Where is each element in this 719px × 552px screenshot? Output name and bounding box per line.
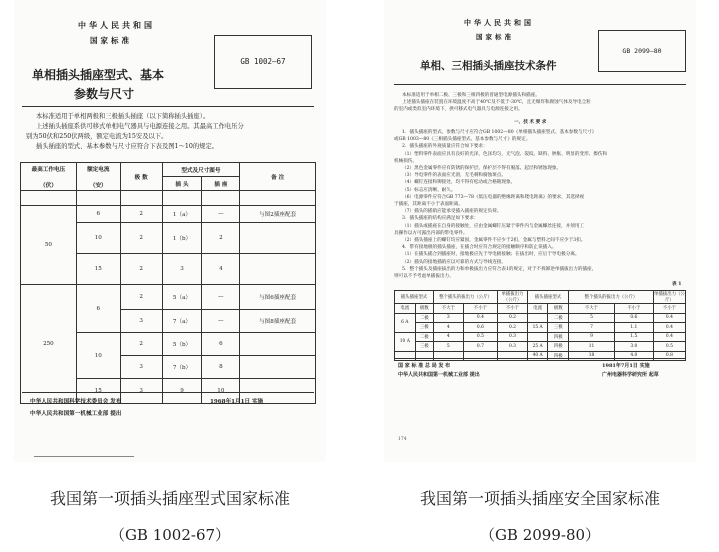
socket-cell: 8 [202, 356, 240, 379]
socket-cell: 6 [202, 333, 240, 356]
poles-cell: 2 [120, 223, 162, 254]
note-cell [240, 356, 316, 379]
plug-cell: 5（b） [162, 333, 202, 356]
table-cell [202, 191, 240, 206]
clause-line: 具操作以方可露出内部的带电零件。 [394, 230, 468, 236]
table-row [395, 342, 686, 352]
plug-cell: 9 [162, 379, 202, 404]
note-header: 备 注 [240, 163, 316, 191]
right-footer-drafter: 广州电器科学研究所 起草 [602, 372, 659, 378]
rt-not-less-single-header: 不小于 [653, 304, 685, 314]
note-cell: 与图6插座配套 [240, 285, 316, 310]
left-footer-proposer: 中华人民共和国第一机械工业部 提出 [30, 411, 122, 417]
clause-line: （2）黑色金属零件应有防锈的保护层，保护层不得有脱落、起层和锈蚀现象。 [402, 166, 562, 172]
left-standard-page [14, 0, 326, 462]
current-cell: 10 [76, 223, 120, 254]
voltage-cell: 50 [21, 206, 77, 285]
table-cell: 二极 [415, 332, 433, 342]
rt-type-header: 插头插座型式 [395, 291, 434, 304]
poles-cell: 2 [120, 254, 162, 285]
rt-not-less-header: 不小于 [463, 304, 497, 314]
socket-cell: 2 [202, 223, 240, 254]
left-footer-issuer: 中华人民共和国科学技术委员会 发布 [30, 399, 122, 405]
left-caption: 我国第一项插头插座型式国家标准 [49, 489, 290, 508]
table-cell [240, 191, 316, 206]
table-cell: 0.5 [653, 342, 685, 352]
table-cell [433, 351, 463, 361]
spacer [21, 191, 77, 206]
table-cell: 10 A [395, 332, 416, 351]
table-cell: 11 [569, 342, 615, 352]
table-cell: 二极 [548, 313, 569, 323]
table-cell: 4.0 [614, 351, 653, 361]
table-cell: 四极 [548, 351, 569, 361]
current-cell: 6 [76, 285, 120, 333]
poles-cell: 3 [120, 379, 162, 404]
socket-cell: — [202, 206, 240, 223]
table-cell: 15 A [527, 323, 548, 333]
right-force-table [394, 290, 686, 361]
note-cell [240, 254, 316, 285]
table-row [395, 351, 686, 361]
table-row [395, 332, 686, 342]
table-cell: 0.2 [498, 313, 528, 323]
right-clauses [394, 129, 607, 280]
table-cell: 二极 [415, 313, 433, 323]
table-cell: 0.4 [653, 323, 685, 333]
plug-cell: 7（b） [162, 356, 202, 379]
table-cell: 0.2 [498, 323, 528, 333]
clause-line: 或GB 1003—80《三相插头插座型式、基本参数与尺寸》的规定。 [394, 137, 531, 143]
left-page-edge [34, 456, 134, 457]
table-cell [463, 351, 497, 361]
plug-header: 插 头 [162, 177, 202, 191]
left-intro-line: 上述插头插座系供可移式单相电气器具与电源连接之用。其最高工作电压分 [36, 123, 244, 130]
table-cell: 三极 [415, 323, 433, 333]
rt-poles-header: 极数 [548, 304, 569, 314]
right-standard-page [384, 0, 696, 462]
table-cell: 三极 [548, 323, 569, 333]
table-cell [76, 191, 120, 206]
table-cell: 0.4 [463, 313, 497, 323]
plug-cell: 1（b） [162, 223, 202, 254]
clause-line: （3）导电零件的表面应光滑，无毛刺和腐蚀斑点。 [402, 173, 506, 179]
table-cell: 0.3 [498, 332, 528, 342]
note-cell: 与图2插座配套 [240, 206, 316, 223]
table-cell: 0.3 [498, 342, 528, 352]
right-title: 单相、三相插头插座技术条件 [420, 60, 557, 72]
table-cell: 0.6 [463, 323, 497, 333]
table-cell: 3 [433, 313, 463, 323]
left-title-line2: 参数与尺寸 [74, 87, 135, 101]
voltage-header: 最高工作电压 （伏） [21, 163, 77, 191]
table-cell [162, 191, 202, 206]
poles-header: 极 数 [120, 163, 162, 191]
rt-total-force-header: 整个插头的拔出力（公斤） [433, 291, 497, 304]
table-cell: 5 [433, 342, 463, 352]
clause-line: 5．整个插头及插座拔出的力和单极拔出力应符合表1的规定，对于不拆卸逆单插拔出力的插座， [402, 266, 597, 272]
right-footer-rule [394, 358, 686, 359]
table-cell [395, 351, 416, 361]
left-header-line2: 国家标准 [90, 36, 132, 45]
table-cell: 1.5 [614, 332, 653, 342]
socket-cell: 4 [202, 254, 240, 285]
scope-line: 本标准适用于单相二极、三极和三相四极的普通型电源插头和插座。 [402, 93, 540, 98]
table-cell: 25 A [527, 342, 548, 352]
note-cell [240, 223, 316, 254]
rt-single-force-header: 单插拔出力（公斤） [654, 292, 685, 303]
table-row [21, 206, 316, 223]
left-standard-code: GB 1002—67 [214, 35, 312, 89]
current-cell: 15 [76, 254, 120, 285]
table-cell: 0.5 [463, 332, 497, 342]
poles-cell: 2 [120, 333, 162, 356]
table-cell: 0.7 [463, 342, 497, 352]
left-footer-date: 1968年1月1日 实施 [210, 399, 264, 405]
rt-single-force-header: 单插拔出力（公斤） [498, 291, 528, 304]
table-cell: 4 [433, 332, 463, 342]
right-standard-code: GB 2099—80 [598, 30, 686, 72]
poles-cell: 2 [120, 285, 162, 310]
table-row [21, 285, 316, 310]
table-cell: 40 A [527, 351, 548, 361]
voltage-cell: 250 [21, 285, 77, 404]
left-header-line1: 中华人民共和国 [78, 20, 155, 30]
table-cell: 5 [569, 313, 615, 323]
right-footer-issuer: 国 家 标 准 总 局 发 布 [398, 363, 451, 369]
note-cell: 与图8插座配套 [240, 310, 316, 333]
table-cell: 1.1 [614, 323, 653, 333]
section-heading: 一、技 术 要 求 [514, 120, 547, 125]
clause-line: 则可以不予考虑单插拔出力。 [394, 274, 454, 280]
plug-cell: 3 [162, 254, 202, 285]
rt-current-header: 电流 [395, 304, 416, 314]
clause-line: （4）螺钉连接和铆接处，均不得有松动或合格镀现象。 [402, 180, 516, 186]
table-row [395, 313, 686, 323]
socket-cell: — [202, 310, 240, 333]
table-cell: 三极 [415, 342, 433, 352]
clause-line: 4．带有接地极的插头插座，在插合时应符合规定的接触顺序和防止误插入。 [402, 245, 557, 251]
left-intro-line: 本标准适用于单相两极和三极插头插座（以下简称插头插座）。 [36, 113, 210, 120]
right-caption: 我国第一项插头插座安全国家标准 [419, 489, 660, 508]
table-cell: 4 [433, 323, 463, 333]
table-label: 表 1 [672, 282, 682, 287]
right-footer-proposer: 中华人民共和国第一机械工业部 提出 [398, 372, 480, 378]
clause-line: 1．插头插座的型式、参数与尺寸应符合GB 1002—80《单相插头插座型式、基本参数与尺寸》 [402, 130, 597, 135]
left-spec-table [20, 162, 316, 404]
table-cell: 7 [569, 323, 615, 333]
clause-line: 于插座，其距离不小于表面距离。 [394, 202, 463, 208]
poles-cell: 3 [120, 356, 162, 379]
table-cell [498, 351, 528, 361]
right-subcaption: （GB 2099-80） [479, 526, 601, 544]
scope-line: 上述插头插座在装置在环境温度不高于40℃及不低于-30℃，且无爆炸和腐蚀气体及导电尘粒 [402, 100, 591, 106]
socket-cell: — [202, 285, 240, 310]
table-cell: 18 [569, 351, 615, 361]
right-header-line2: 国家标准 [476, 33, 514, 41]
right-title-rule [394, 84, 686, 85]
table-cell [120, 191, 162, 206]
table-cell: 3.0 [614, 342, 653, 352]
rt-not-more-header: 不大于 [433, 304, 463, 314]
table-cell: 0.4 [653, 332, 685, 342]
table-cell [415, 351, 433, 361]
table-cell: 0.4 [653, 313, 685, 323]
rt-not-less-single-header: 不小于 [498, 304, 528, 314]
plug-cell: 1（a） [162, 206, 202, 223]
rt-total-force-header: 整个插头的拔出力（公斤） [569, 291, 654, 304]
table-cell [527, 332, 548, 342]
clause-line: （1）在插头插合到插座时，接地极应先于导电极接触；在拔出时，应后于导电极分离。 [402, 252, 580, 258]
clause-line: （2）插头插座上的螺钉均应紧固，金属零件不应少于2扣，金属与塑料之间不应少于3扣。 [402, 238, 586, 244]
rt-not-more-header: 不大于 [569, 304, 615, 314]
clause-line: 机械损伤。 [394, 158, 417, 164]
poles-cell: 2 [120, 206, 162, 223]
clause-line: 3．插头插座的结构应满足如下要求： [402, 216, 479, 222]
table-cell: 0.6 [614, 313, 653, 323]
table-cell [527, 313, 548, 323]
rt-type-header: 插头插座型式 [527, 291, 568, 304]
plug-cell: 7（a） [162, 310, 202, 333]
left-intro-line: 别为50伏和250伏两级，额定电流为15安及以下。 [26, 133, 168, 140]
left-intro-line: 插头插座的型式、基本参数与尺寸应符合下表及图1～10的规定。 [36, 143, 219, 150]
current-cell: 10 [76, 333, 120, 379]
clause-line: （6）电源零件应符合GB 773—78《低压电器的绝缘距离和爬电距离》的要求，其选择视 [402, 194, 585, 200]
socket-header: 插 座 [202, 177, 240, 191]
clause-line: （1）塑料零件表面应具有良好的光泽，色泽均匀，无气泡、裂纹、缺料、肿胀、明显的变形、擦伤和 [402, 151, 608, 157]
rt-poles-header: 极数 [415, 304, 433, 314]
table-cell: 9 [569, 332, 615, 342]
clause-line: 2．插头插座的外观质量应符合如下要求： [402, 144, 488, 150]
table-row [395, 323, 686, 333]
clause-line: （7）插头的插销应能承受插入插座的规定负荷。 [402, 209, 502, 215]
socket-cell: 10 [202, 379, 240, 404]
current-header: 额定电流 （安） [76, 163, 120, 191]
table-cell: 0.8 [653, 351, 685, 361]
table-cell: 四极 [548, 332, 569, 342]
clause-line: （2）插头的接地插销应以可靠的方式与导线连接。 [402, 259, 506, 265]
clause-line: （5）标志应清晰、耐久。 [402, 187, 456, 193]
note-cell [240, 333, 316, 356]
left-subcaption: （GB 1002-67） [109, 526, 231, 544]
rt-current-header: 电流 [527, 304, 548, 314]
rt-not-less-header: 不小于 [614, 304, 653, 314]
table-cell: 6 A [395, 313, 416, 332]
type-group-header: 型式及尺寸图号 [162, 163, 240, 177]
table-cell: 四极 [548, 342, 569, 352]
poles-cell: 3 [120, 310, 162, 333]
left-title-line1: 单相插头插座型式、基本 [32, 68, 165, 82]
current-cell: 15 [76, 379, 120, 404]
clause-line: （1）插头或插座在自身的接触处，应由金属螺钉压紧于零件内与金属螺丝连接，并须用工 [402, 223, 585, 229]
right-scope-text [394, 92, 591, 114]
right-footer-date: 1981年7月1日 实施 [602, 363, 650, 369]
left-title-rule [22, 106, 314, 107]
left-intro-text [26, 112, 244, 152]
left-footer-rule [22, 392, 314, 393]
right-header-line1: 中华人民共和国 [464, 18, 534, 27]
plug-cell: 5（a） [162, 285, 202, 310]
page-number: 174 [398, 437, 407, 442]
current-cell: 6 [76, 206, 120, 223]
scope-line: 的室内或类似室内环境下，供可移式电气器具与电源连接之用。 [394, 107, 523, 113]
